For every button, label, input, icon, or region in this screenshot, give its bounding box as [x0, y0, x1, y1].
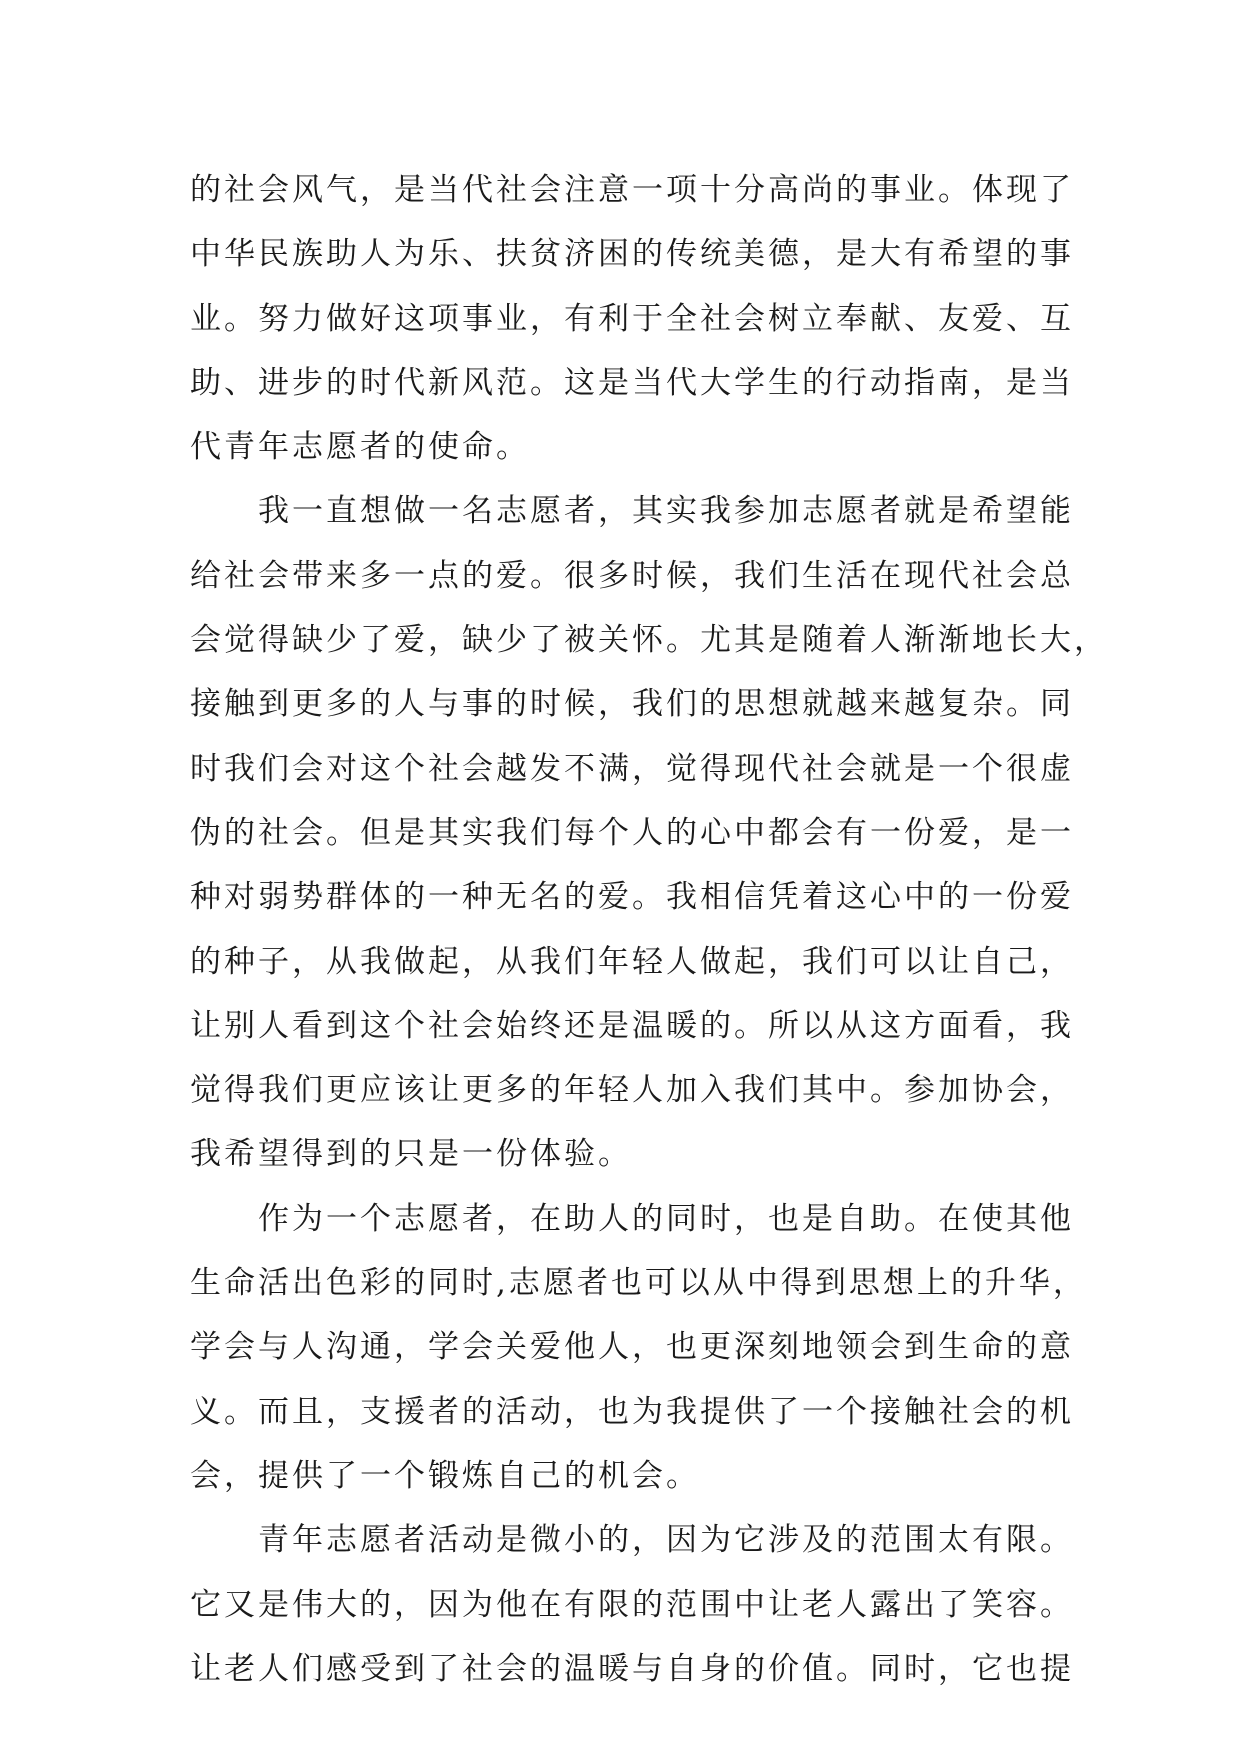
text-line: 接触到更多的人与事的时候，我们的思想就越来越复杂。同 — [190, 686, 1074, 723]
paragraph — [190, 1508, 1074, 1701]
text-line: 的种子，从我做起，从我们年轻人做起，我们可以让自己， — [190, 943, 1074, 980]
text-line: 业。努力做好这项事业，有利于全社会树立奉献、友爱、互 — [190, 300, 1074, 337]
text-line: 时我们会对这个社会越发不满，觉得现代社会就是一个很虚 — [190, 750, 1074, 787]
text-line: 种对弱势群体的一种无名的爱。我相信凭着这心中的一份爱 — [190, 879, 1074, 916]
text-line: 义。而且，支援者的活动，也为我提供了一个接触社会的机 — [190, 1393, 1074, 1430]
text-line: 学会与人沟通，学会关爱他人，也更深刻地领会到生命的意 — [190, 1329, 1074, 1366]
text-line: 我一直想做一名志愿者，其实我参加志愿者就是希望能 — [190, 493, 1074, 530]
document-body — [190, 158, 1108, 1701]
text-line: 青年志愿者活动是微小的，因为它涉及的范围太有限。 — [190, 1522, 1074, 1559]
text-line: 它又是伟大的，因为他在有限的范围中让老人露出了笑容。 — [190, 1586, 1074, 1623]
text-line: 给社会带来多一点的爱。很多时候，我们生活在现代社会总 — [190, 557, 1074, 594]
text-line: 会觉得缺少了爱，缺少了被关怀。尤其是随着人渐渐地长大， — [190, 622, 1108, 659]
text-line: 觉得我们更应该让更多的年轻人加入我们其中。参加协会， — [190, 1072, 1074, 1109]
paragraph — [190, 1187, 1087, 1508]
text-line: 我希望得到的只是一份体验。 — [190, 1136, 632, 1173]
text-line: 的社会风气，是当代社会注意一项十分高尚的事业。体现了 — [190, 172, 1074, 208]
text-line: 生命活出色彩的同时,志愿者也可以从中得到思想上的升华， — [190, 1265, 1087, 1302]
text-line: 让老人们感受到了社会的温暖与自身的价值。同时，它也提 — [190, 1650, 1074, 1687]
text-line: 助、进步的时代新风范。这是当代大学生的行动指南，是当 — [190, 364, 1074, 401]
text-line: 中华民族助人为乐、扶贫济困的传统美德，是大有希望的事 — [190, 236, 1074, 273]
text-line: 伪的社会。但是其实我们每个人的心中都会有一份爱，是一 — [190, 814, 1074, 851]
text-line: 会，提供了一个锻炼自己的机会。 — [190, 1457, 700, 1494]
paragraph — [190, 479, 1108, 1186]
text-line: 让别人看到这个社会始终还是温暖的。所以从这方面看，我 — [190, 1007, 1074, 1044]
text-line: 作为一个志愿者，在助人的同时，也是自助。在使其他 — [190, 1200, 1074, 1237]
paragraph — [190, 158, 1074, 479]
text-line: 代青年志愿者的使命。 — [190, 429, 530, 466]
